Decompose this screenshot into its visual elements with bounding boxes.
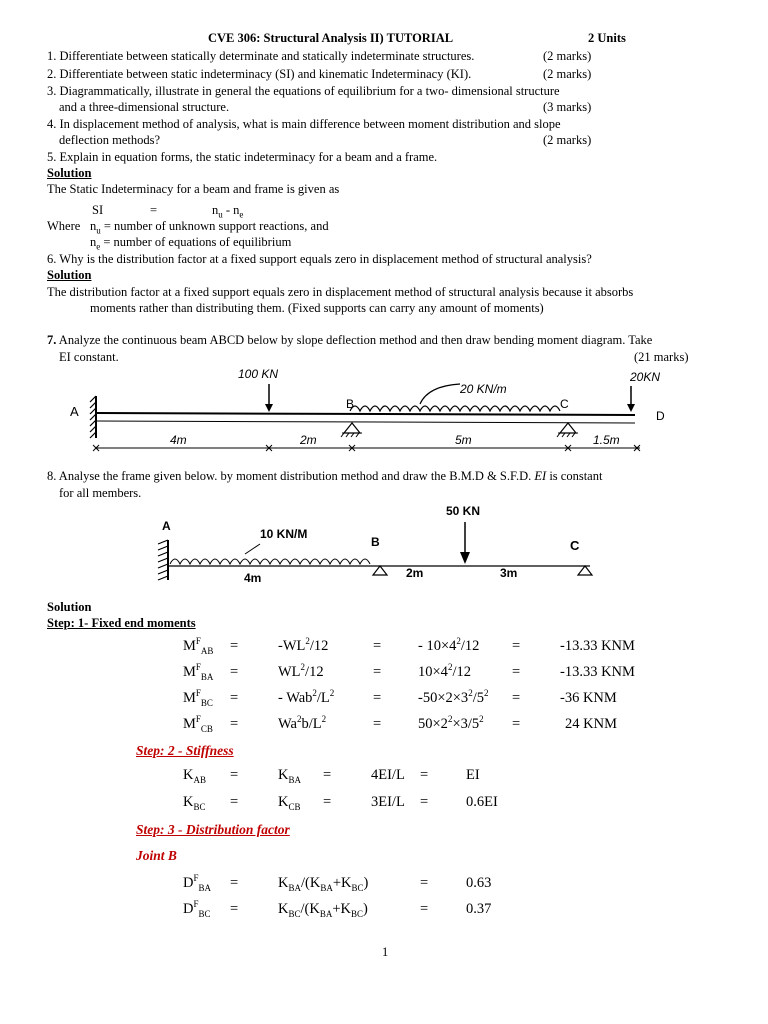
span-label-2m: 2m [300,433,317,447]
joint-b-heading: Joint B [136,848,177,863]
label-b: B [346,397,355,411]
fem-ab-eq2: = [373,638,382,654]
stiffness-ab-result: EI [466,767,480,783]
fem-ba-eq3: = [512,664,521,680]
stiffness-ab-eq2: = [323,767,332,783]
question-1: 1. Differentiate between statically determinate and statically indeterminate structures. [47,49,475,63]
df-bc-symbol: $D^F_{BC}$ [183,899,211,919]
beam-underside [96,421,635,423]
fem-ba-symbol: $M^F_{BA}$ [183,662,214,682]
solution-6-line-1: The distribution factor at a fixed support equals zero in displacement method of structural analysis because it absorbs [47,285,634,299]
udl-coils [350,406,560,411]
solution-5-intro: The Static Indeterminacy for a beam and frame is given as [47,182,340,196]
si-formula: $n_u - n_e$ [212,203,244,220]
stiffness-ab-formula: 4EI/L [371,767,405,783]
fem-cb-formula: $Wa^2b/L^2$ [278,714,327,732]
fem-cb-result: 24 KNM [565,716,617,732]
stiffness-ab-eq: = [230,767,239,783]
pin-support-c [560,423,576,433]
stiffness-bc: $K_{BC}$ [183,794,206,812]
pin-support-b [373,566,387,575]
fem-bc-eq3: = [512,690,521,706]
df-ba-result: 0.63 [466,875,492,891]
question-7-marks: (21 marks) [634,350,689,364]
stiffness-bc-formula: 3EI/L [371,794,405,810]
question-8-line-1: 8. Analyse the frame given below. by moment distribution method and draw the B.M.D & S.F.D. EI is constant [47,469,603,483]
solution-6-heading: Solution [47,268,92,282]
df-ba-eq: = [230,875,239,891]
document-title: CVE 306: Structural Analysis II) TUTORIAL [208,31,454,45]
fem-bc-eq2: = [373,690,382,706]
fem-cb-eq: = [230,716,239,732]
label-a: A [70,404,79,419]
df-bc-eq2: = [420,901,429,917]
fem-bc-result: -36 KNM [560,690,617,706]
question-8-line-2: for all members. [59,486,142,500]
label-udl-10: 10 KN/M [260,527,308,541]
hatch-b [341,433,362,437]
course-units: 2 Units [588,31,626,45]
fem-ab-symbol: $M^F_{AB}$ [183,636,214,656]
arrowhead-20kn [627,404,635,412]
nu-definition: $n_u$ = number of unknown support reactions, and [90,219,329,236]
fem-ba-eq2: = [373,664,382,680]
question-4-line-2: deflection methods? [59,133,161,147]
label-50kn: 50 KN [446,504,481,518]
question-7-line-2: EI constant. [59,350,119,364]
fem-ba-calc: $10\times 4^2/12$ [418,662,471,680]
stiffness-bc-eq: = [230,794,239,810]
fem-ab-eq3: = [512,638,521,654]
beam-line [96,413,635,415]
label-c: C [570,538,580,553]
question-6: 6. Why is the distribution factor at a fixed support equals zero in displacement method of structural analysis? [47,252,592,266]
span-label-4m: 4m [244,571,262,585]
question-5: 5. Explain in equation forms, the static indeterminacy for a beam and a frame. [47,150,438,164]
continuous-beam-figure [60,366,700,458]
solution-6-line-2: moments rather than distributing them. (Fixed supports can carry any amount of moments) [90,301,544,315]
label-udl-20: 20 KN/m [460,382,507,396]
fem-cb-symbol: $M^F_{CB}$ [183,714,213,734]
label-d: D [656,409,665,423]
fem-ab-calc: - $10\times 4^2/12$ [418,636,480,654]
question-2: 2. Differentiate between static indeterminacy (SI) and kinematic Indeterminacy (KI). [47,67,472,81]
fem-ba-formula: $WL^2/12$ [278,662,324,680]
pin-support-c [578,566,592,575]
fem-cb-calc: $50\times 2^2\times 3/5^2$ [418,714,484,732]
stiffness-bc-eq2: = [323,794,332,810]
df-ba-eq2: = [420,875,429,891]
pin-support-b [344,423,360,433]
fem-ab-formula: $-WL^2/12$ [278,636,329,654]
si-equals: = [150,203,158,217]
hatch-c [557,433,578,437]
stiffness-ab: $K_{AB}$ [183,767,206,785]
fem-bc-symbol: $M^F_{BC}$ [183,688,213,708]
stiffness-bc-eq3: = [420,794,429,810]
span-label-5m: 5m [455,433,472,447]
fem-cb-eq2: = [373,716,382,732]
fem-bc-formula: - $Wab^2/L^2$ [278,688,335,706]
step-1-heading: Step: 1- Fixed end moments [47,616,196,630]
span-label-3m: 3m [500,566,518,580]
fem-bc-eq: = [230,690,239,706]
fem-ab-eq: = [230,638,239,654]
stiffness-cb: $K_{CB}$ [278,794,301,812]
step-3-heading: Step: 3 - Distribution factor [136,822,290,837]
label-20kn: 20KN [630,370,661,384]
question-7-line-1: 7. Analyze the continuous beam ABCD below by slope deflection method and then draw bending moment diagram. Take [47,333,653,347]
df-bc-eq: = [230,901,239,917]
wall-hatch [158,540,168,580]
fem-bc-calc: $-50\times 2\times 3^2/5^2$ [418,688,489,706]
solution-8-heading: Solution [47,600,92,614]
question-3-line-1: 3. Diagrammatically, illustrate in general the equations of equilibrium for a two- dimensional structure [47,84,560,98]
question-4-marks: (2 marks) [543,133,592,147]
frame-figure [150,502,650,590]
stiffness-bc-result: 0.6EI [466,794,498,810]
question-4-line-1: 4. In displacement method of analysis, what is main difference between moment distribution and slope [47,117,561,131]
ne-definition: $n_e$ = number of equations of equilibrium [90,235,292,252]
udl-leader [245,544,260,554]
stiffness-ba: $K_{BA}$ [278,767,301,785]
where-label: Where [47,219,81,233]
page-number: 1 [382,945,389,959]
label-a: A [162,519,171,533]
udl-leader [420,384,460,404]
fem-ba-result: -13.33 KNM [560,664,635,680]
df-bc-result: 0.37 [466,901,492,917]
udl-coils [170,559,370,564]
arrowhead-100kn [265,404,273,412]
question-1-marks: (2 marks) [543,49,592,63]
fem-ab-result: -13.33 KNM [560,638,635,654]
question-2-marks: (2 marks) [543,67,592,81]
df-ba-symbol: $D^F_{BA}$ [183,873,212,893]
step-2-heading: Step: 2 - Stiffness [136,743,234,758]
label-c: C [560,397,569,411]
fem-cb-eq3: = [512,716,521,732]
span-label-1-5m: 1.5m [593,433,620,447]
df-ba-formula: $K_{BA}/(K_{BA}+K_{BC})$ [278,875,369,893]
arrowhead-50kn [460,552,470,564]
question-3-marks: (3 marks) [543,100,592,114]
si-symbol: SI [92,203,104,217]
df-bc-formula: $K_{BC}/(K_{BA}+K_{BC})$ [278,901,368,919]
label-b: B [371,535,380,549]
stiffness-ab-eq3: = [420,767,429,783]
solution-5-heading: Solution [47,166,92,180]
span-label-4m: 4m [170,433,187,447]
question-3-line-2: and a three-dimensional structure. [59,100,230,114]
fem-ba-eq: = [230,664,239,680]
label-100kn: 100 KN [238,367,279,381]
span-label-2m: 2m [406,566,424,580]
